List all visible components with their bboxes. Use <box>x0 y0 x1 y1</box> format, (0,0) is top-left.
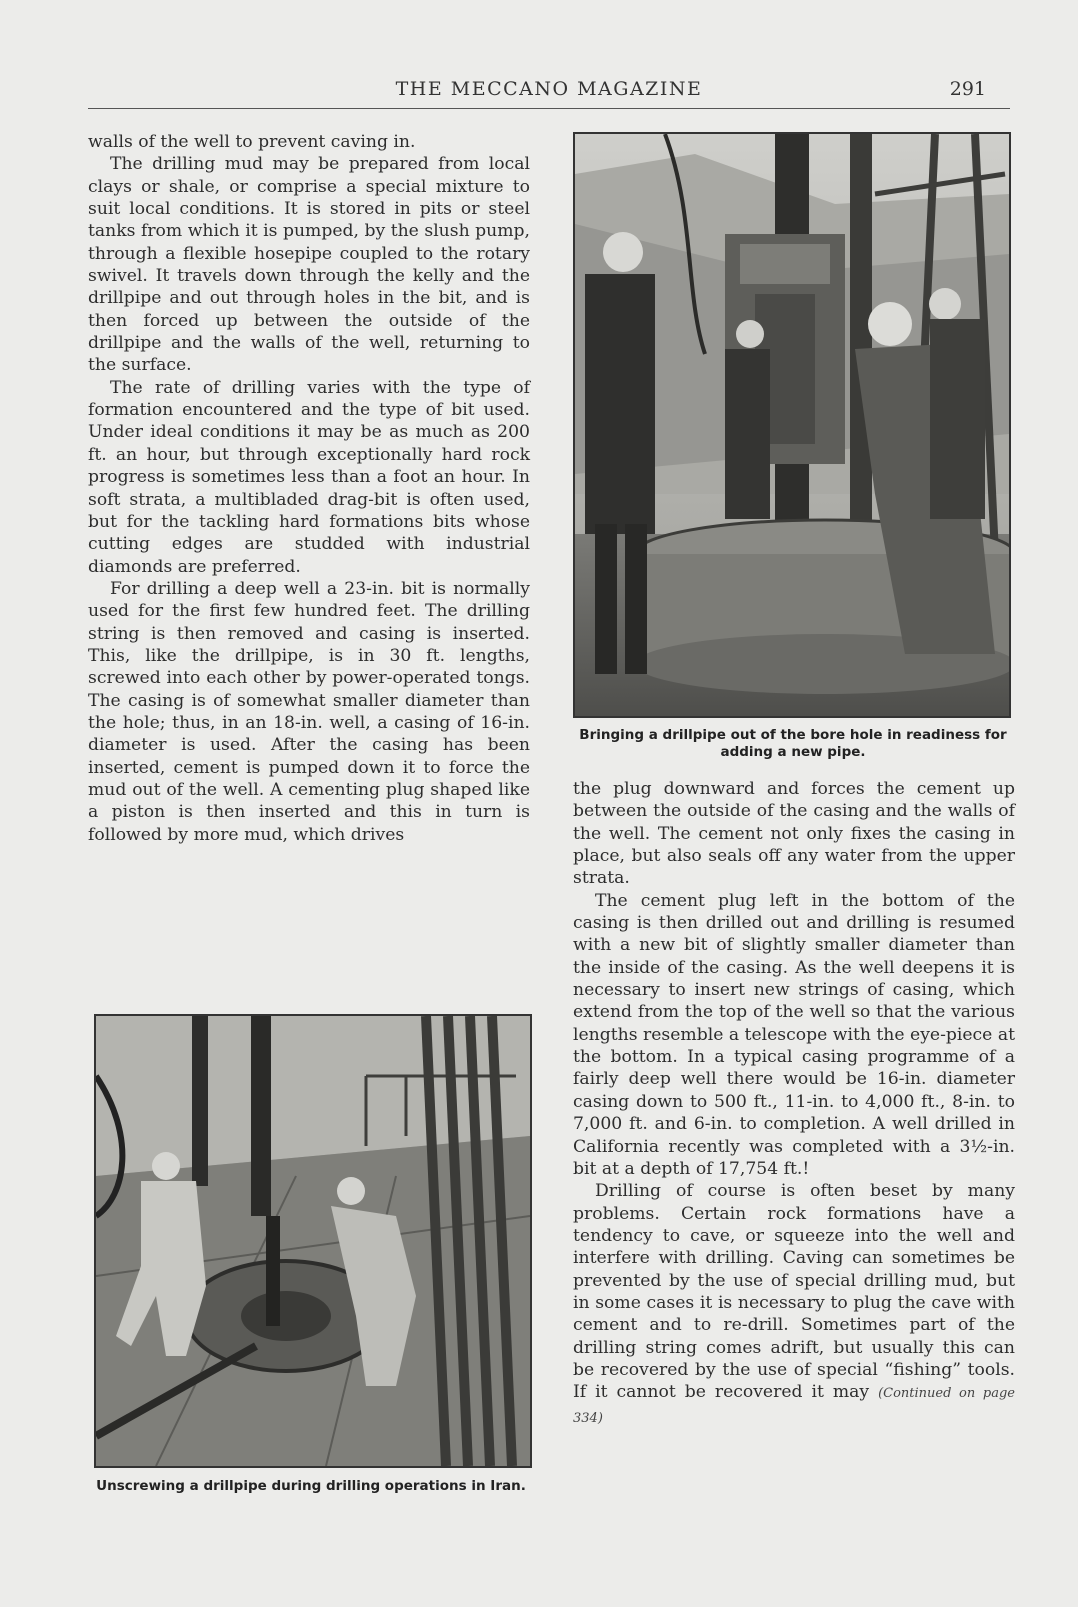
paragraph <box>573 1180 1015 1430</box>
drilling-rig-photo-illustration <box>575 134 1009 716</box>
drillpipe-photo-top <box>573 132 1011 718</box>
paragraph: walls of the well to prevent caving in. <box>88 132 416 152</box>
drillpipe-photo-bottom <box>94 1014 532 1468</box>
right-column-text <box>573 778 1015 1430</box>
paragraph: The drilling mud may be prepared from local clays or shale, or comprise a special mixture to suit local conditions. It is stored in pits or steel tanks from which it is pumped, by the slush pump, through a flexible hosepipe coupled to the rotary swivel. It travels down through the kelly and the drillpipe and out through holes in the bit, and is then forced up between the outside of the drillpipe and the walls of the well, returning to the surface. <box>88 154 530 376</box>
photo-caption-top: Bringing a drillpipe out of the bore hole in readiness for adding a new pipe. <box>579 727 1007 760</box>
paragraph: The rate of drilling varies with the type of formation encountered and the type of bit used. Under ideal conditions it may be as much as 200 ft. an hour, but through exceptionally hard rock progress is sometimes less than a foot an hour. In soft strata, a multibladed drag-bit is often used, but for the tackling hard formations bits whose cutting edges are studded with industrial diamonds are preferred. <box>88 377 530 577</box>
paragraph: the plug downward and forces the cement up between the outside of the casing and the walls of the well. The cement not only fixes the casing in place, but also seals off any water from the upper strata. <box>573 779 1015 889</box>
magazine-title: THE MECCANO MAGAZINE <box>395 78 703 100</box>
continued-note: (Continued on page 334) <box>573 1386 1015 1426</box>
page-header <box>88 74 1010 109</box>
left-column-text <box>88 131 530 846</box>
paragraph-text: Drilling of course is often beset by many problems. Certain rock formations have a tendency to cave, or squeeze into the well and interfere with drilling. Caving can sometimes be prevented by the use of special drilling mud, but in some cases it is necessary to plug the cave with cement and to re-drill. Sometimes part of the drilling string comes adrift, but usually this can be recovered by the use of special “fishing” tools. If it cannot be recovered it may <box>573 1181 1015 1403</box>
photo-caption-bottom: Unscrewing a drillpipe during drilling operations in Iran. <box>96 1478 526 1494</box>
page-number: 291 <box>949 78 986 100</box>
paragraph: For drilling a deep well a 23-in. bit is normally used for the first few hundred feet. The drilling string is then removed and casing is inserted. This, like the drillpipe, is in 30 ft. lengths, screwed into each other by power-operated tongs. The casing is of somewhat smaller diameter than the hole; thus, in an 18-in. well, a casing of 16-in. diameter is used. After the casing has been inserted, cement is pumped down it to force the mud out of the well. A cementing plug shaped like a piston is then inserted and this in turn is followed by more mud, which drives <box>88 578 530 845</box>
rig-floor-photo-illustration <box>96 1016 530 1466</box>
paragraph: The cement plug left in the bottom of the casing is then drilled out and drilling is resumed with a new bit of slightly smaller diameter than the inside of the casing. As the well deepens it is necessary to insert new strings of casing, which extend from the top of the well so that the various lengths resemble a telescope with the eye-piece at the bottom. In a typical casing programme of a fairly deep well there would be 16-in. diameter casing down to 500 ft., 11-in. to 4,000 ft., 8-in. to 7,000 ft. and 6-in. to completion. A well drilled in California recently was completed with a 3½-in. bit at a depth of 17,754 ft.! <box>573 890 1015 1179</box>
